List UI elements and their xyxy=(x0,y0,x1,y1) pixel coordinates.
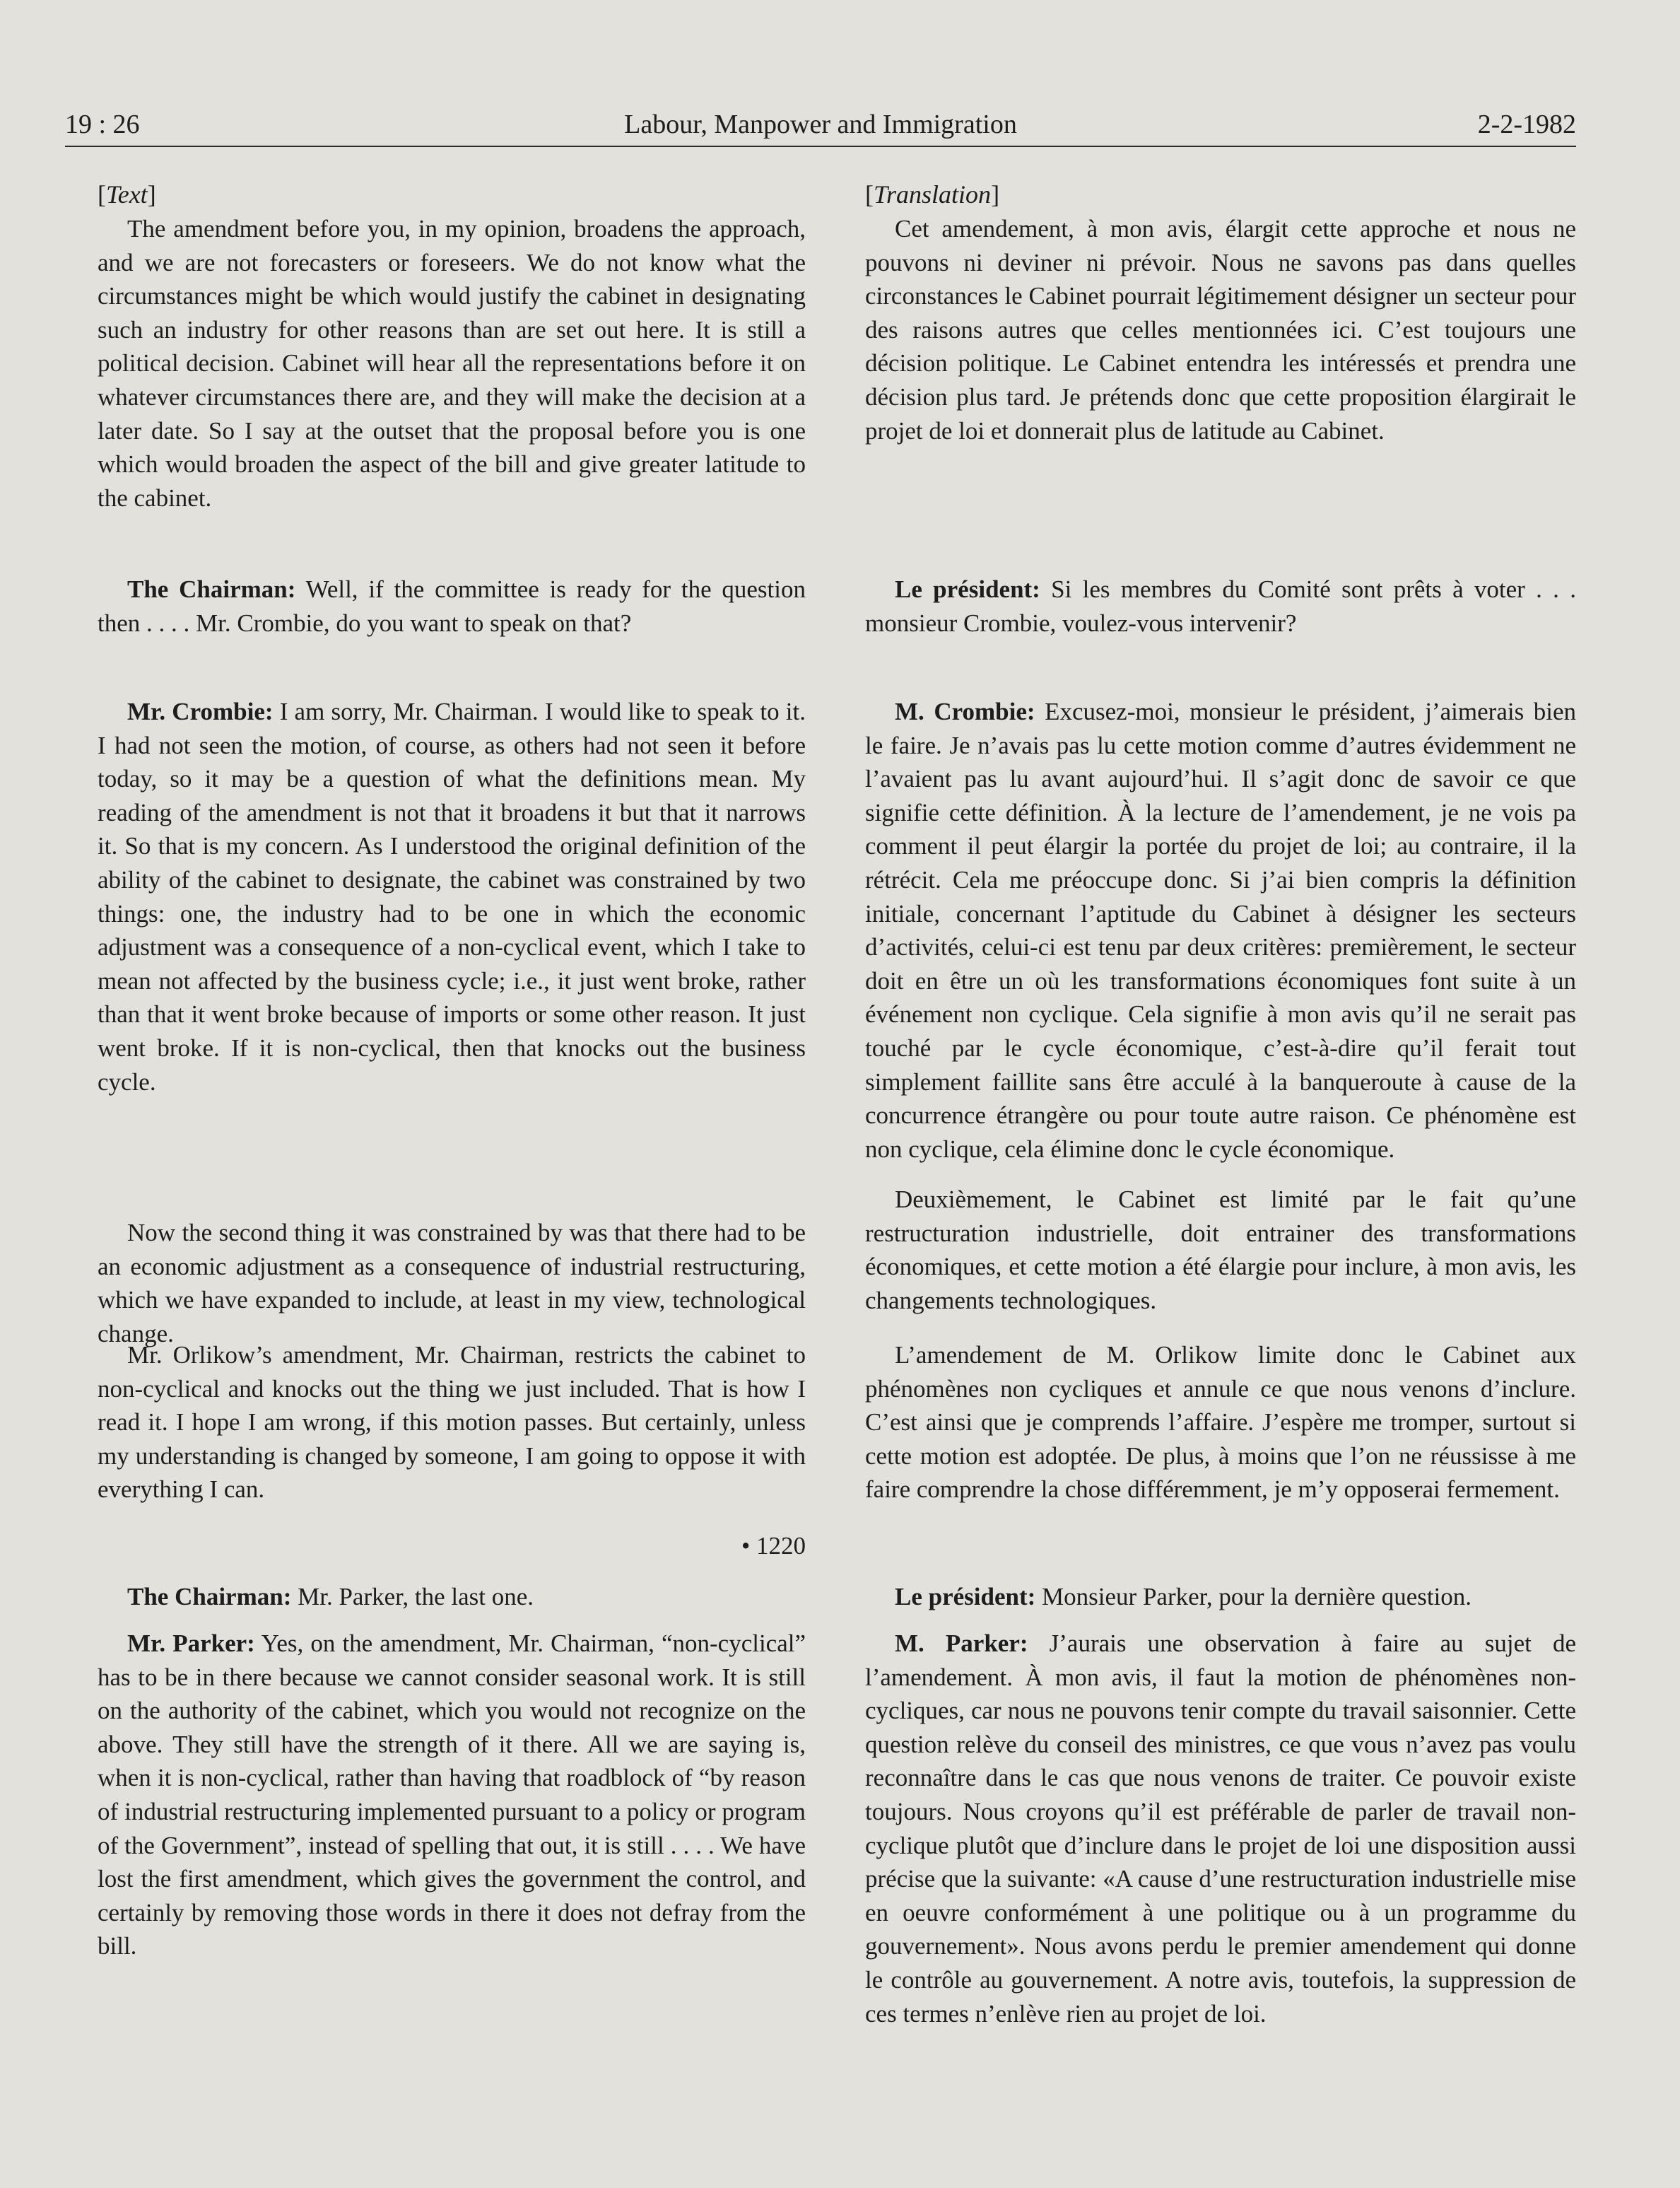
committee-title: Labour, Manpower and Immigration xyxy=(624,110,1017,139)
french-paragraph-3 xyxy=(865,695,1576,1166)
issue-date: 2-2-1982 xyxy=(1477,110,1576,139)
french-paragraph-4: Deuxièmement, le Cabinet est limité par le fait qu’une restructuration industrielle, doit entrainer des transformations économiques, et cette motion a été élargie pour inclure, à mon avis, les changements technologiques. xyxy=(865,1186,1576,1314)
speaker-name: Le président: xyxy=(895,1583,1036,1610)
french-paragraph-2 xyxy=(865,573,1576,640)
speech-text: Yes, on the amendment, Mr. Chairman, “non-cyclical” has to be in there because we cannot consider seasonal work. It is still on the authority of the cabinet, which you would not recognize on the above. They still have the strength of it there. All we are saying is, when it is non-cyclical, rather than having that roadblock of “by reason of industrial restructuring implemented pursuant to a policy or program of the Government”, instead of spelling that out, it is still . . . . We have lost the first amendment, which gives the government the control, and certainly by removing those words in there it does not defray from the bill. xyxy=(98,1630,806,1960)
speaker-name: The Chairman: xyxy=(127,1583,292,1610)
english-column xyxy=(98,178,806,1960)
english-paragraph-3 xyxy=(98,695,806,1099)
speaker-name: M. Parker: xyxy=(895,1630,1028,1657)
speaker-name: Le président: xyxy=(895,575,1040,603)
english-paragraph-7 xyxy=(98,1627,806,1960)
speaker-name: M. Crombie: xyxy=(895,698,1035,725)
speech-text: J’aurais une observation à faire au sujet de l’amendement. À mon avis, il faut la motion de phénomènes non-cycliques, car nous ne pouvons tenir compte du travail saisonnier. Cette question relève du conseil des ministres, ce que vous n’avez pas voulu reconnaître dans le cas que nous venons de traiter. Ce pouvoir existe toujours. Nous croyons qu’il est préférable de parler de travail non-cyclique plutôt que d’inclure dans le projet de loi une disposition aussi précise que la suivante: «A cause d’une restructuration industrielle mise en oeuvre conformément à une politique ou à un programme du gouvernement». Nous avons perdu le premier amendement qui donne le contrôle au gouvernement. A notre avis, toutefois, la suppression de ces termes n’enlève rien au projet de loi. xyxy=(865,1630,1576,2028)
french-paragraph-7 xyxy=(865,1627,1576,2028)
text-label: [ Text ] xyxy=(98,178,806,212)
speech-text: Monsieur Parker, pour la dernière question. xyxy=(1035,1583,1472,1610)
french-paragraph-5: L’amendement de M. Orlikow limite donc le Cabinet aux phénomènes non cycliques et annule ce que nous venons d’inclure. C’est ainsi que je comprends l’affaire. J’espère me tromper, surtout si cette motion est adoptée. De plus, à moins que l’on ne réussisse à me faire comprendre la chose différemment, je m’y opposerai fermement. xyxy=(865,1341,1576,1504)
speaker-name: Mr. Parker: xyxy=(127,1630,255,1657)
time-marker: • 1220 xyxy=(741,1532,806,1560)
speech-text: Well, if the committee is ready for the question then . . . . Mr. Crombie, do you want to speak on that? xyxy=(98,575,806,637)
speech-text: I am sorry, Mr. Chairman. I would like to speak to it. I had not seen the motion, of course, as others had not seen it before today, so it may be a question of what the definitions mean. My reading of the amendment is not that it broadens it but that it narrows it. So that is my concern. As I understood the original definition of the ability of the cabinet to designate, the cabinet was constrained by two things: one, the industry had to be one in which the economic adjustment was a consequence of a non-cyclical event, which I take to mean not affected by the business cycle; i.e., it just went broke, rather than that it went broke because of imports or some other reason. It just went broke. If it is non-cyclical, then that knocks out the business cycle. xyxy=(98,698,806,1096)
speaker-name: Mr. Crombie: xyxy=(127,698,274,725)
speech-text: Excusez-moi, monsieur le président, j’aimerais bien le faire. Je n’avais pas lu cette motion comme d’autres évidemment ne l’avaient pas lu avant aujourd’hui. Il s’agit donc de savoir ce que signifie cette définition. À la lecture de l’amendement, je ne vois pa comment il peut élargir la portée du projet de loi; au contraire, il la rétrécit. Cela me préoccupe donc. Si j’ai bien compris la définition initiale, concernant l’aptitude du Cabinet à désigner les secteurs d’activités, celui-ci est tenu par deux critères: premièrement, le secteur doit en être un où les transformations économiques font suite à un événement non cyclique. Cela signifie à mon avis qu’il ne serait pas touché par le cycle économique, c’est-à-dire qu’il ferait tout simplement faillite sans être acculé à la banqueroute à cause de la concurrence étrangère ou pour toute autre raison. Ce phénomène est non cyclique, cela élimine donc le cycle économique. xyxy=(865,698,1576,1163)
page-header xyxy=(65,106,1576,147)
french-column xyxy=(865,178,1576,2028)
speaker-name: The Chairman: xyxy=(127,575,296,603)
speech-text: Mr. Parker, the last one. xyxy=(291,1583,534,1610)
english-paragraph-2 xyxy=(98,573,806,674)
english-paragraph-1: The amendment before you, in my opinion, broadens the approach, and we are not forecasters or foreseers. We do not know what the circumstances might be which would justify the cabinet in designating such an industry for other reasons than are set out here. It is still a political decision. Cabinet will hear all the representations before it on whatever circumstances there are, and they will make the decision at a later date. So I say at the outset that the proposal before you is one which would broaden the aspect of the bill and give greater latitude to the cabinet. xyxy=(98,215,806,512)
speech-text: Si les membres du Comité sont prêts à voter . . . monsieur Crombie, voulez-vous intervenir? xyxy=(865,575,1576,637)
page-number: 19 : 26 xyxy=(65,110,140,139)
english-paragraph-4: Now the second thing it was constrained by was that there had to be an economic adjustment as a consequence of industrial restructuring, which we have expanded to include, at least in my view, technological change. xyxy=(98,1219,806,1347)
french-paragraph-6 xyxy=(865,1580,1576,1614)
english-paragraph-5: Mr. Orlikow’s amendment, Mr. Chairman, restricts the cabinet to non-cyclical and knocks out the thing we just included. That is how I read it. I hope I am wrong, if this motion passes. But certainly, unless my understanding is changed by someone, I am going to oppose it with everything I can. xyxy=(98,1341,806,1504)
english-paragraph-6 xyxy=(98,1580,806,1614)
translation-label: [ Translation ] xyxy=(865,178,1576,212)
french-paragraph-1: Cet amendement, à mon avis, élargit cette approche et nous ne pouvons ni deviner ni prévoir. Nous ne savons pas dans quelles circonstances le Cabinet pourrait légitimement désigner un secteur pour des raisons autres que celles mentionnées ici. C’est toujours une décision politique. Le Cabinet entendra les intéressés et prendra une décision plus tard. Je prétends donc que cette proposition élargirait le projet de loi et donnerait plus de latitude au Cabinet. xyxy=(865,215,1576,445)
